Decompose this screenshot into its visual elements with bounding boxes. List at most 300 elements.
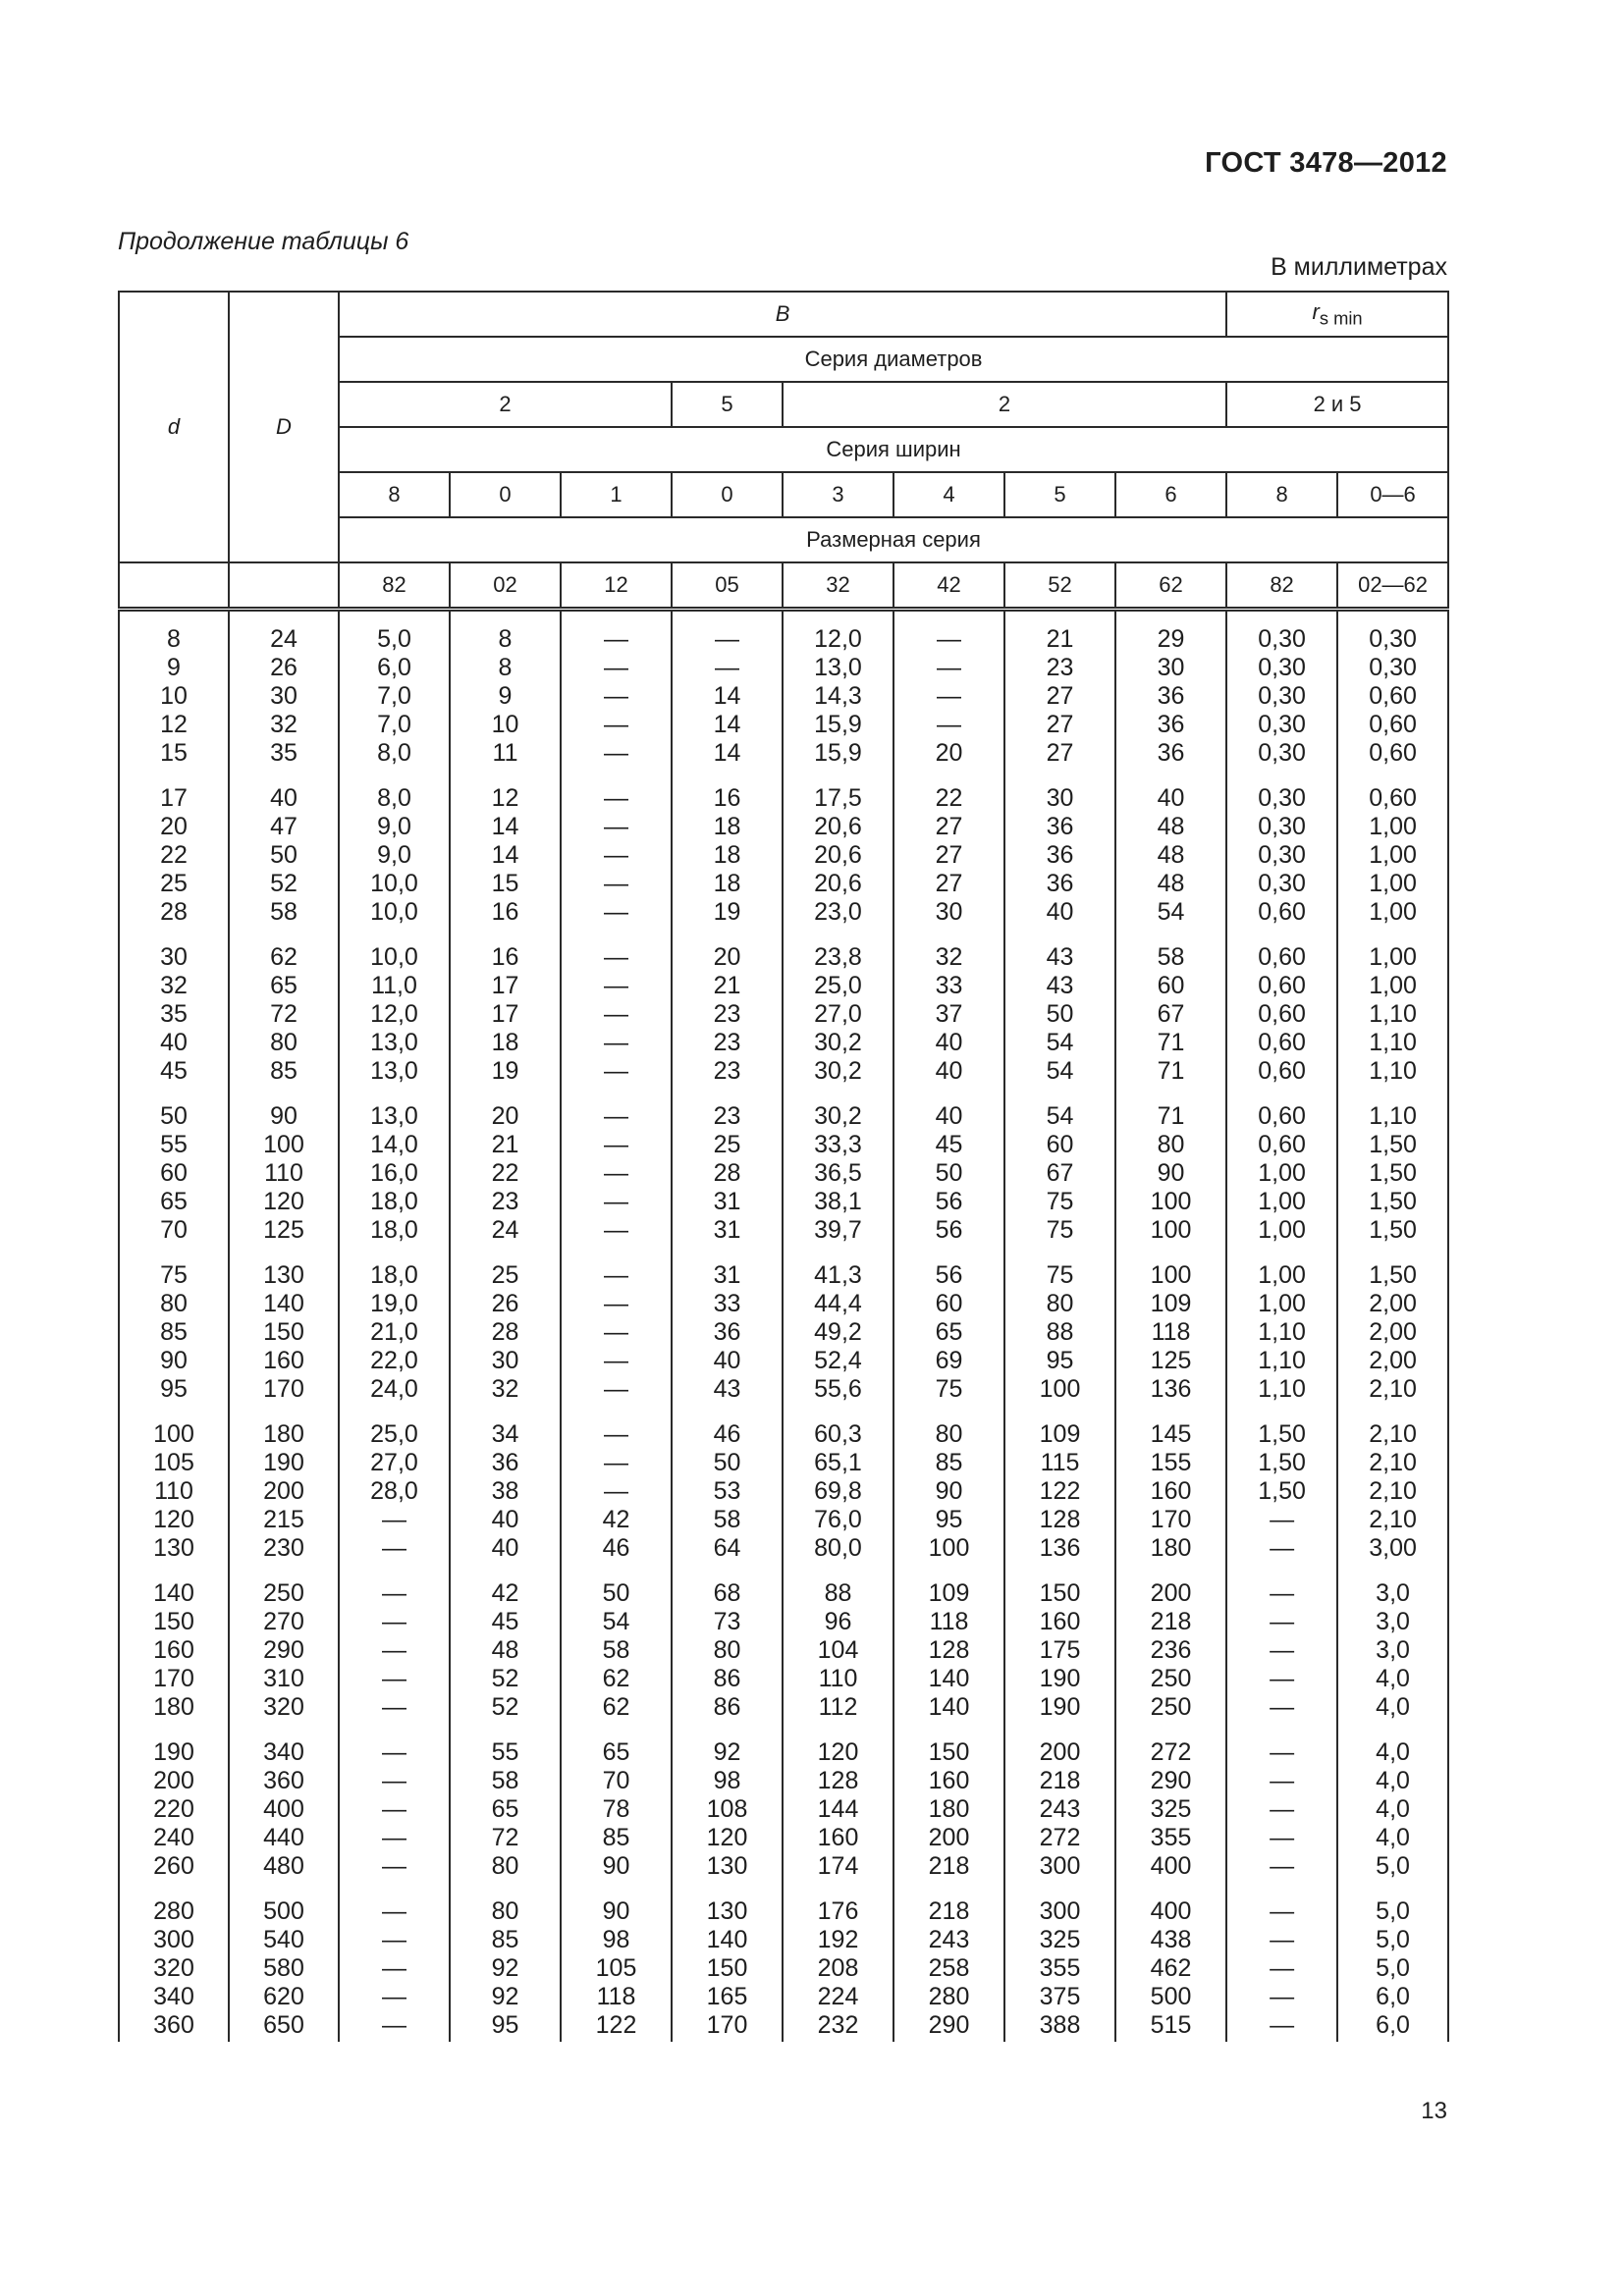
cell-value: 160 bbox=[928, 1767, 970, 1794]
cell-value: 140 bbox=[928, 1693, 970, 1721]
cell-value: 0,60 bbox=[1258, 1057, 1306, 1085]
cell-value: — bbox=[1270, 1636, 1295, 1664]
cell-value: 5,0 bbox=[1376, 1852, 1410, 1880]
cell-value: — bbox=[1270, 1983, 1295, 2010]
cell-value: 14 bbox=[713, 711, 741, 738]
table-cell bbox=[1226, 768, 1337, 927]
cell-value: 243 bbox=[1039, 1795, 1081, 1823]
cell-value: 2,10 bbox=[1369, 1449, 1417, 1476]
cell-value: 1,10 bbox=[1258, 1375, 1306, 1403]
cell-value: 50 bbox=[602, 1579, 630, 1607]
table-cell bbox=[1115, 610, 1226, 769]
cell-value: 0,30 bbox=[1258, 625, 1306, 653]
table-cell bbox=[1115, 1722, 1226, 1881]
cell-value: 9,0 bbox=[377, 813, 411, 840]
cell-value: 1,10 bbox=[1369, 1029, 1417, 1056]
table-cell bbox=[450, 768, 561, 927]
cell-value: — bbox=[937, 654, 961, 681]
cell-value: 31 bbox=[713, 1216, 741, 1244]
cell-value: 360 bbox=[153, 2011, 194, 2039]
cell-value: 4,0 bbox=[1376, 1767, 1410, 1794]
cell-value: 30 bbox=[160, 943, 188, 971]
table-cell bbox=[339, 927, 450, 1086]
cell-value: 1,00 bbox=[1369, 813, 1417, 840]
table-cell bbox=[1115, 1881, 1226, 2042]
cell-value: 30 bbox=[935, 898, 963, 926]
cell-value: 200 bbox=[1039, 1738, 1081, 1766]
cell-value: 118 bbox=[929, 1608, 969, 1635]
cell-value: 160 bbox=[263, 1347, 304, 1374]
cell-value: 130 bbox=[706, 1852, 748, 1880]
cell-value: — bbox=[1270, 1954, 1295, 1982]
table-cell bbox=[450, 610, 561, 769]
cell-value: 95 bbox=[1046, 1347, 1074, 1374]
cell-value: — bbox=[382, 1579, 406, 1607]
cell-value: 258 bbox=[928, 1954, 970, 1982]
header-width-series-9: 0—6 bbox=[1337, 472, 1448, 517]
cell-value: 200 bbox=[263, 1477, 304, 1505]
cell-value: 8 bbox=[498, 625, 513, 653]
cell-value: 1,10 bbox=[1369, 1000, 1417, 1028]
cell-value: 145 bbox=[1150, 1420, 1192, 1448]
cell-value: 96 bbox=[824, 1608, 852, 1635]
cell-value: 20 bbox=[160, 813, 188, 840]
cell-value: 18 bbox=[713, 870, 741, 897]
cell-value: 0,60 bbox=[1258, 1029, 1306, 1056]
cell-value: 85 bbox=[491, 1926, 519, 1953]
cell-value: 1,50 bbox=[1258, 1420, 1306, 1448]
table-cell bbox=[1337, 768, 1448, 927]
table-cell bbox=[1115, 1404, 1226, 1563]
table-cell bbox=[561, 1404, 672, 1563]
cell-value: 108 bbox=[706, 1795, 748, 1823]
table-cell bbox=[1115, 1086, 1226, 1245]
cell-value: 218 bbox=[928, 1852, 970, 1880]
cell-value: 40 bbox=[935, 1057, 963, 1085]
table-cell bbox=[339, 610, 450, 769]
table-cell bbox=[1004, 1563, 1115, 1722]
cell-value: 10,0 bbox=[370, 943, 418, 971]
cell-value: 120 bbox=[817, 1738, 859, 1766]
table-cell bbox=[1115, 768, 1226, 927]
cell-value: 165 bbox=[706, 1983, 748, 2010]
table-row-group bbox=[119, 768, 1448, 927]
cell-value: 80 bbox=[491, 1897, 519, 1925]
cell-value: 300 bbox=[153, 1926, 194, 1953]
table-cell bbox=[561, 768, 672, 927]
cell-value: 13,0 bbox=[370, 1057, 418, 1085]
cell-value: 24 bbox=[270, 625, 298, 653]
cell-value: 68 bbox=[713, 1579, 741, 1607]
cell-value: — bbox=[1270, 1738, 1295, 1766]
table-cell bbox=[672, 610, 783, 769]
cell-value: 0,60 bbox=[1258, 943, 1306, 971]
cell-value: 1,00 bbox=[1369, 841, 1417, 869]
cell-value: 85 bbox=[935, 1449, 963, 1476]
cell-value: 0,30 bbox=[1258, 784, 1306, 812]
cell-value: — bbox=[604, 654, 628, 681]
cell-value: 2,10 bbox=[1369, 1375, 1417, 1403]
cell-value: 3,00 bbox=[1369, 1534, 1417, 1562]
cell-value: 36 bbox=[491, 1449, 519, 1476]
cell-value: 340 bbox=[153, 1983, 194, 2010]
cell-value: — bbox=[1270, 1665, 1295, 1692]
cell-value: 18 bbox=[713, 841, 741, 869]
cell-value: 130 bbox=[263, 1261, 304, 1289]
cell-value: 28 bbox=[160, 898, 188, 926]
cell-value: 60 bbox=[1157, 972, 1185, 999]
cell-value: 0,60 bbox=[1369, 682, 1417, 710]
table-cell bbox=[339, 1245, 450, 1404]
cell-value: 85 bbox=[160, 1318, 188, 1346]
cell-value: 18,0 bbox=[370, 1216, 418, 1244]
table-cell bbox=[1004, 927, 1115, 1086]
table-cell bbox=[783, 1563, 893, 1722]
cell-value: 54 bbox=[1046, 1102, 1074, 1130]
cell-value: 33 bbox=[713, 1290, 741, 1317]
table-row-group bbox=[119, 1404, 1448, 1563]
cell-value: 240 bbox=[153, 1824, 194, 1851]
cell-value: 75 bbox=[160, 1261, 188, 1289]
cell-value: 20 bbox=[713, 943, 741, 971]
cell-value: — bbox=[382, 1852, 406, 1880]
cell-value: 21 bbox=[491, 1131, 519, 1158]
cell-value: 38 bbox=[491, 1477, 519, 1505]
cell-value: 5,0 bbox=[1376, 1954, 1410, 1982]
cell-value: 20,6 bbox=[814, 870, 862, 897]
cell-value: 55 bbox=[491, 1738, 519, 1766]
cell-value: — bbox=[1270, 1824, 1295, 1851]
header-dimension-series-2: 12 bbox=[561, 562, 672, 610]
cell-value: 140 bbox=[153, 1579, 194, 1607]
cell-value: 2,10 bbox=[1369, 1477, 1417, 1505]
cell-value: 24,0 bbox=[370, 1375, 418, 1403]
cell-value: 27 bbox=[1046, 682, 1074, 710]
cell-value: 170 bbox=[263, 1375, 304, 1403]
cell-value: 1,10 bbox=[1258, 1347, 1306, 1374]
cell-value: 5,0 bbox=[1376, 1897, 1410, 1925]
table-cell bbox=[119, 1722, 229, 1881]
cell-value: 243 bbox=[928, 1926, 970, 1953]
cell-value: 2,00 bbox=[1369, 1347, 1417, 1374]
cell-value: 43 bbox=[1046, 972, 1074, 999]
cell-value: 17,5 bbox=[814, 784, 862, 812]
cell-value: 52 bbox=[270, 870, 298, 897]
cell-value: 58 bbox=[270, 898, 298, 926]
table-cell bbox=[450, 1086, 561, 1245]
cell-value: 250 bbox=[1150, 1665, 1192, 1692]
table-cell bbox=[119, 1563, 229, 1722]
header-diameter-series-2b: 2 bbox=[783, 382, 1226, 427]
cell-value: 144 bbox=[817, 1795, 859, 1823]
cell-value: 50 bbox=[270, 841, 298, 869]
cell-value: 80 bbox=[160, 1290, 188, 1317]
table-cell bbox=[450, 927, 561, 1086]
cell-value: 44,4 bbox=[814, 1290, 862, 1317]
cell-value: 15,9 bbox=[814, 711, 862, 738]
cell-value: 45 bbox=[935, 1131, 963, 1158]
cell-value: 500 bbox=[1150, 1983, 1192, 2010]
cell-value: 500 bbox=[263, 1897, 304, 1925]
cell-value: 8,0 bbox=[377, 784, 411, 812]
cell-value: 360 bbox=[263, 1767, 304, 1794]
cell-value: 136 bbox=[1039, 1534, 1081, 1562]
table-cell bbox=[672, 768, 783, 927]
cell-value: 32 bbox=[935, 943, 963, 971]
cell-value: 0,60 bbox=[1258, 898, 1306, 926]
cell-value: 73 bbox=[713, 1608, 741, 1635]
cell-value: 55 bbox=[160, 1131, 188, 1158]
cell-value: 8 bbox=[167, 625, 181, 653]
table-cell bbox=[783, 610, 893, 769]
cell-value: — bbox=[604, 870, 628, 897]
cell-value: 190 bbox=[1039, 1665, 1081, 1692]
cell-value: 160 bbox=[817, 1824, 859, 1851]
header-dimension-series-8: 82 bbox=[1226, 562, 1337, 610]
cell-value: 80,0 bbox=[814, 1534, 862, 1562]
cell-value: 12,0 bbox=[370, 1000, 418, 1028]
cell-value: 1,50 bbox=[1258, 1477, 1306, 1505]
cell-value: 40 bbox=[1157, 784, 1185, 812]
cell-value: 14,0 bbox=[370, 1131, 418, 1158]
cell-value: 0,60 bbox=[1369, 711, 1417, 738]
cell-value: 115 bbox=[1040, 1449, 1080, 1476]
cell-value: 2,00 bbox=[1369, 1318, 1417, 1346]
cell-value: 17 bbox=[160, 784, 188, 812]
cell-value: — bbox=[382, 1608, 406, 1635]
cell-value: 0,30 bbox=[1258, 813, 1306, 840]
table-cell bbox=[672, 927, 783, 1086]
cell-value: 155 bbox=[1150, 1449, 1192, 1476]
cell-value: 45 bbox=[160, 1057, 188, 1085]
cell-value: 72 bbox=[270, 1000, 298, 1028]
cell-value: 190 bbox=[263, 1449, 304, 1476]
cell-value: 46 bbox=[602, 1534, 630, 1562]
cell-value: 18 bbox=[713, 813, 741, 840]
cell-value: 1,50 bbox=[1258, 1449, 1306, 1476]
table-row-group bbox=[119, 1722, 1448, 1881]
table-cell bbox=[672, 1404, 783, 1563]
cell-value: 71 bbox=[1157, 1057, 1185, 1085]
header-width-series-0: 8 bbox=[339, 472, 450, 517]
cell-value: 36 bbox=[1046, 813, 1074, 840]
cell-value: 130 bbox=[706, 1897, 748, 1925]
cell-value: 109 bbox=[1150, 1290, 1192, 1317]
cell-value: 20,6 bbox=[814, 841, 862, 869]
cell-value: 4,0 bbox=[1376, 1693, 1410, 1721]
cell-value: — bbox=[604, 898, 628, 926]
cell-value: 250 bbox=[1150, 1693, 1192, 1721]
cell-value: 67 bbox=[1046, 1159, 1074, 1187]
cell-value: 105 bbox=[595, 1954, 637, 1982]
header-dimension-series-9: 02—62 bbox=[1337, 562, 1448, 610]
cell-value: 24 bbox=[491, 1216, 519, 1244]
header-width-series-6: 5 bbox=[1004, 472, 1115, 517]
cell-value: 1,50 bbox=[1369, 1216, 1417, 1244]
cell-value: 36,5 bbox=[814, 1159, 862, 1187]
cell-value: 36 bbox=[1157, 739, 1185, 767]
table-cell bbox=[672, 1881, 783, 2042]
units-note: В миллиметрах bbox=[1271, 253, 1447, 281]
cell-value: 150 bbox=[706, 1954, 748, 1982]
cell-value: 438 bbox=[1150, 1926, 1192, 1953]
cell-value: — bbox=[604, 1420, 628, 1448]
cell-value: 65 bbox=[491, 1795, 519, 1823]
cell-value: 16 bbox=[713, 784, 741, 812]
cell-value: 10,0 bbox=[370, 870, 418, 897]
cell-value: 180 bbox=[153, 1693, 194, 1721]
table-cell bbox=[893, 1881, 1004, 2042]
header-width-series-8: 8 bbox=[1226, 472, 1337, 517]
cell-value: 6,0 bbox=[1376, 1983, 1410, 2010]
table-cell bbox=[229, 610, 339, 769]
table-cell bbox=[450, 1563, 561, 1722]
cell-value: 230 bbox=[263, 1534, 304, 1562]
cell-value: 272 bbox=[1039, 1824, 1081, 1851]
table-cell bbox=[672, 1722, 783, 1881]
table-cell bbox=[450, 1881, 561, 2042]
cell-value: 47 bbox=[270, 813, 298, 840]
cell-value: 48 bbox=[1157, 813, 1185, 840]
cell-value: 122 bbox=[1039, 1477, 1081, 1505]
cell-value: 515 bbox=[1150, 2011, 1192, 2039]
header-rs-symbol: r bbox=[1312, 298, 1320, 324]
cell-value: 70 bbox=[602, 1767, 630, 1794]
cell-value: 95 bbox=[935, 1506, 963, 1533]
cell-value: — bbox=[1270, 1693, 1295, 1721]
header-width-series-2: 1 bbox=[561, 472, 672, 517]
header-width-series-1: 0 bbox=[450, 472, 561, 517]
cell-value: 65 bbox=[602, 1738, 630, 1766]
cell-value: 27 bbox=[935, 870, 963, 897]
cell-value: 1,00 bbox=[1258, 1216, 1306, 1244]
cell-value: 9,0 bbox=[377, 841, 411, 869]
cell-value: 4,0 bbox=[1376, 1738, 1410, 1766]
cell-value: 27 bbox=[1046, 739, 1074, 767]
cell-value: 650 bbox=[263, 2011, 304, 2039]
cell-value: — bbox=[937, 625, 961, 653]
cell-value: 0,30 bbox=[1258, 841, 1306, 869]
cell-value: 53 bbox=[713, 1477, 741, 1505]
cell-value: 1,10 bbox=[1369, 1057, 1417, 1085]
table-cell bbox=[1115, 1563, 1226, 1722]
cell-value: 52 bbox=[491, 1693, 519, 1721]
cell-value: 174 bbox=[817, 1852, 859, 1880]
cell-value: 1,50 bbox=[1369, 1159, 1417, 1187]
cell-value: 70 bbox=[160, 1216, 188, 1244]
table-cell bbox=[1226, 1086, 1337, 1245]
cell-value: 215 bbox=[263, 1506, 304, 1533]
cell-value: 170 bbox=[153, 1665, 194, 1692]
cell-value: — bbox=[604, 972, 628, 999]
header-dimension-series-5: 42 bbox=[893, 562, 1004, 610]
table-row-group bbox=[119, 1563, 1448, 1722]
table-cell bbox=[672, 1086, 783, 1245]
cell-value: 2,00 bbox=[1369, 1290, 1417, 1317]
cell-value: 9 bbox=[167, 654, 181, 681]
cell-value: 25 bbox=[160, 870, 188, 897]
cell-value: — bbox=[382, 1665, 406, 1692]
cell-value: 18,0 bbox=[370, 1188, 418, 1215]
cell-value: 100 bbox=[1150, 1261, 1192, 1289]
cell-value: 1,10 bbox=[1369, 1102, 1417, 1130]
cell-value: 11 bbox=[492, 739, 518, 767]
cell-value: 140 bbox=[706, 1926, 748, 1953]
cell-value: 17 bbox=[491, 972, 519, 999]
cell-value: — bbox=[382, 1534, 406, 1562]
cell-value: 136 bbox=[1150, 1375, 1192, 1403]
cell-value: 27,0 bbox=[370, 1449, 418, 1476]
cell-value: — bbox=[1270, 1608, 1295, 1635]
cell-value: 13,0 bbox=[370, 1029, 418, 1056]
cell-value: 125 bbox=[263, 1216, 304, 1244]
cell-value: 40 bbox=[160, 1029, 188, 1056]
table-body bbox=[119, 610, 1448, 2043]
cell-value: — bbox=[1270, 1579, 1295, 1607]
cell-value: 22 bbox=[160, 841, 188, 869]
cell-value: 105 bbox=[153, 1449, 194, 1476]
cell-value: 71 bbox=[1157, 1029, 1185, 1056]
table-cell bbox=[229, 1722, 339, 1881]
cell-value: 30,2 bbox=[814, 1057, 862, 1085]
cell-value: 27 bbox=[935, 841, 963, 869]
cell-value: 23 bbox=[713, 1000, 741, 1028]
cell-value: 85 bbox=[270, 1057, 298, 1085]
cell-value: 218 bbox=[1039, 1767, 1081, 1794]
cell-value: 95 bbox=[491, 2011, 519, 2039]
cell-value: 21,0 bbox=[370, 1318, 418, 1346]
cell-value: 25,0 bbox=[814, 972, 862, 999]
cell-value: 192 bbox=[817, 1926, 859, 1953]
table-cell bbox=[1337, 1086, 1448, 1245]
cell-value: 290 bbox=[1150, 1767, 1192, 1794]
cell-value: 62 bbox=[602, 1693, 630, 1721]
cell-value: — bbox=[604, 682, 628, 710]
cell-value: — bbox=[604, 1029, 628, 1056]
cell-value: 218 bbox=[1150, 1608, 1192, 1635]
cell-value: 1,00 bbox=[1369, 972, 1417, 999]
cell-value: 3,0 bbox=[1376, 1636, 1410, 1664]
cell-value: 180 bbox=[263, 1420, 304, 1448]
cell-value: — bbox=[604, 1347, 628, 1374]
table-cell bbox=[450, 1245, 561, 1404]
table-cell bbox=[783, 1722, 893, 1881]
cell-value: 54 bbox=[1046, 1029, 1074, 1056]
cell-value: 19,0 bbox=[370, 1290, 418, 1317]
cell-value: 98 bbox=[713, 1767, 741, 1794]
cell-value: — bbox=[604, 1318, 628, 1346]
cell-value: 86 bbox=[713, 1665, 741, 1692]
cell-value: 67 bbox=[1157, 1000, 1185, 1028]
header-dimension-series-label: Размерная серия bbox=[339, 517, 1448, 562]
cell-value: — bbox=[937, 682, 961, 710]
cell-value: 35 bbox=[270, 739, 298, 767]
cell-value: 3,0 bbox=[1376, 1579, 1410, 1607]
cell-value: — bbox=[604, 711, 628, 738]
table-cell bbox=[783, 927, 893, 1086]
cell-value: 56 bbox=[935, 1188, 963, 1215]
cell-value: 69 bbox=[935, 1347, 963, 1374]
cell-value: 400 bbox=[263, 1795, 304, 1823]
cell-value: 7,0 bbox=[377, 682, 411, 710]
cell-value: 33 bbox=[935, 972, 963, 999]
cell-value: — bbox=[382, 1795, 406, 1823]
header-rs-min bbox=[1226, 292, 1448, 337]
cell-value: 23,8 bbox=[814, 943, 862, 971]
header-width-series-5: 4 bbox=[893, 472, 1004, 517]
cell-value: 200 bbox=[928, 1824, 970, 1851]
cell-value: 128 bbox=[928, 1636, 970, 1664]
